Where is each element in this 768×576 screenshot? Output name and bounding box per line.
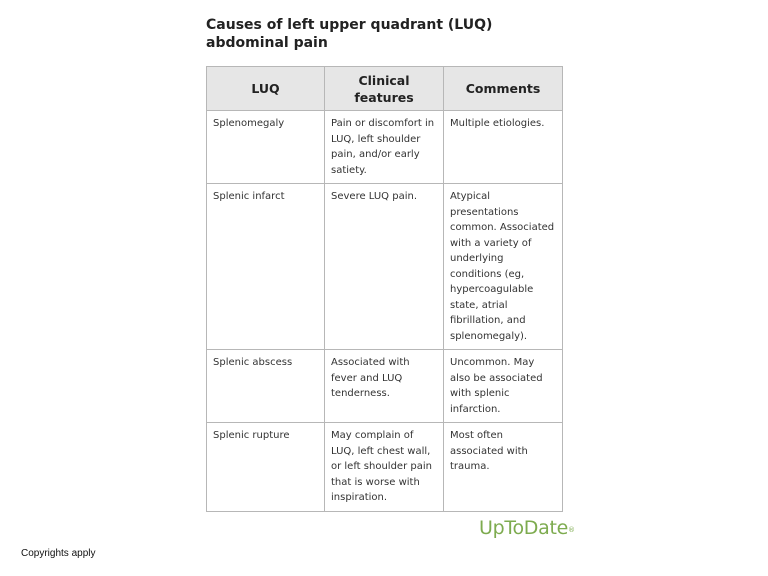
table-cell-comments: Uncommon. May also be associated with splenic infarction. (444, 350, 563, 423)
column-header-luq: LUQ (207, 67, 325, 111)
table-cell-comments: Atypical presentations common. Associated with a variety of underlying conditions (eg, hypercoagulable state, atrial fibrillation, and splenomegaly). (444, 184, 563, 350)
column-header-comments: Comments (444, 67, 563, 111)
table-cell-cause: Splenic infarct (207, 184, 325, 350)
table-cell-features: Severe LUQ pain. (325, 184, 444, 350)
table-cell-comments: Multiple etiologies. (444, 111, 563, 184)
uptodate-logo (479, 516, 575, 540)
table-row (207, 111, 563, 184)
table-row (207, 184, 563, 350)
table-cell-cause: Splenic rupture (207, 423, 325, 512)
copyright-notice: Copyrights apply (21, 548, 96, 559)
table-cell-features: May complain of LUQ, left chest wall, or left shoulder pain that is worse with inspiration. (325, 423, 444, 512)
table-header-row (207, 67, 563, 111)
table-cell-comments: Most often associated with trauma. (444, 423, 563, 512)
brand-name: UpToDate (479, 517, 568, 539)
luq-causes-table (206, 66, 563, 512)
table-row (207, 350, 563, 423)
table-cell-cause: Splenomegaly (207, 111, 325, 184)
table-cell-features: Associated with fever and LUQ tenderness. (325, 350, 444, 423)
table-cell-features: Pain or discomfort in LUQ, left shoulder pain, and/or early satiety. (325, 111, 444, 184)
page-title: Causes of left upper quadrant (LUQ) abdominal pain (206, 17, 493, 51)
table-row (207, 423, 563, 512)
registered-mark: ® (567, 526, 575, 534)
table-cell-cause: Splenic abscess (207, 350, 325, 423)
column-header-clinical-features: Clinical features (325, 67, 444, 111)
